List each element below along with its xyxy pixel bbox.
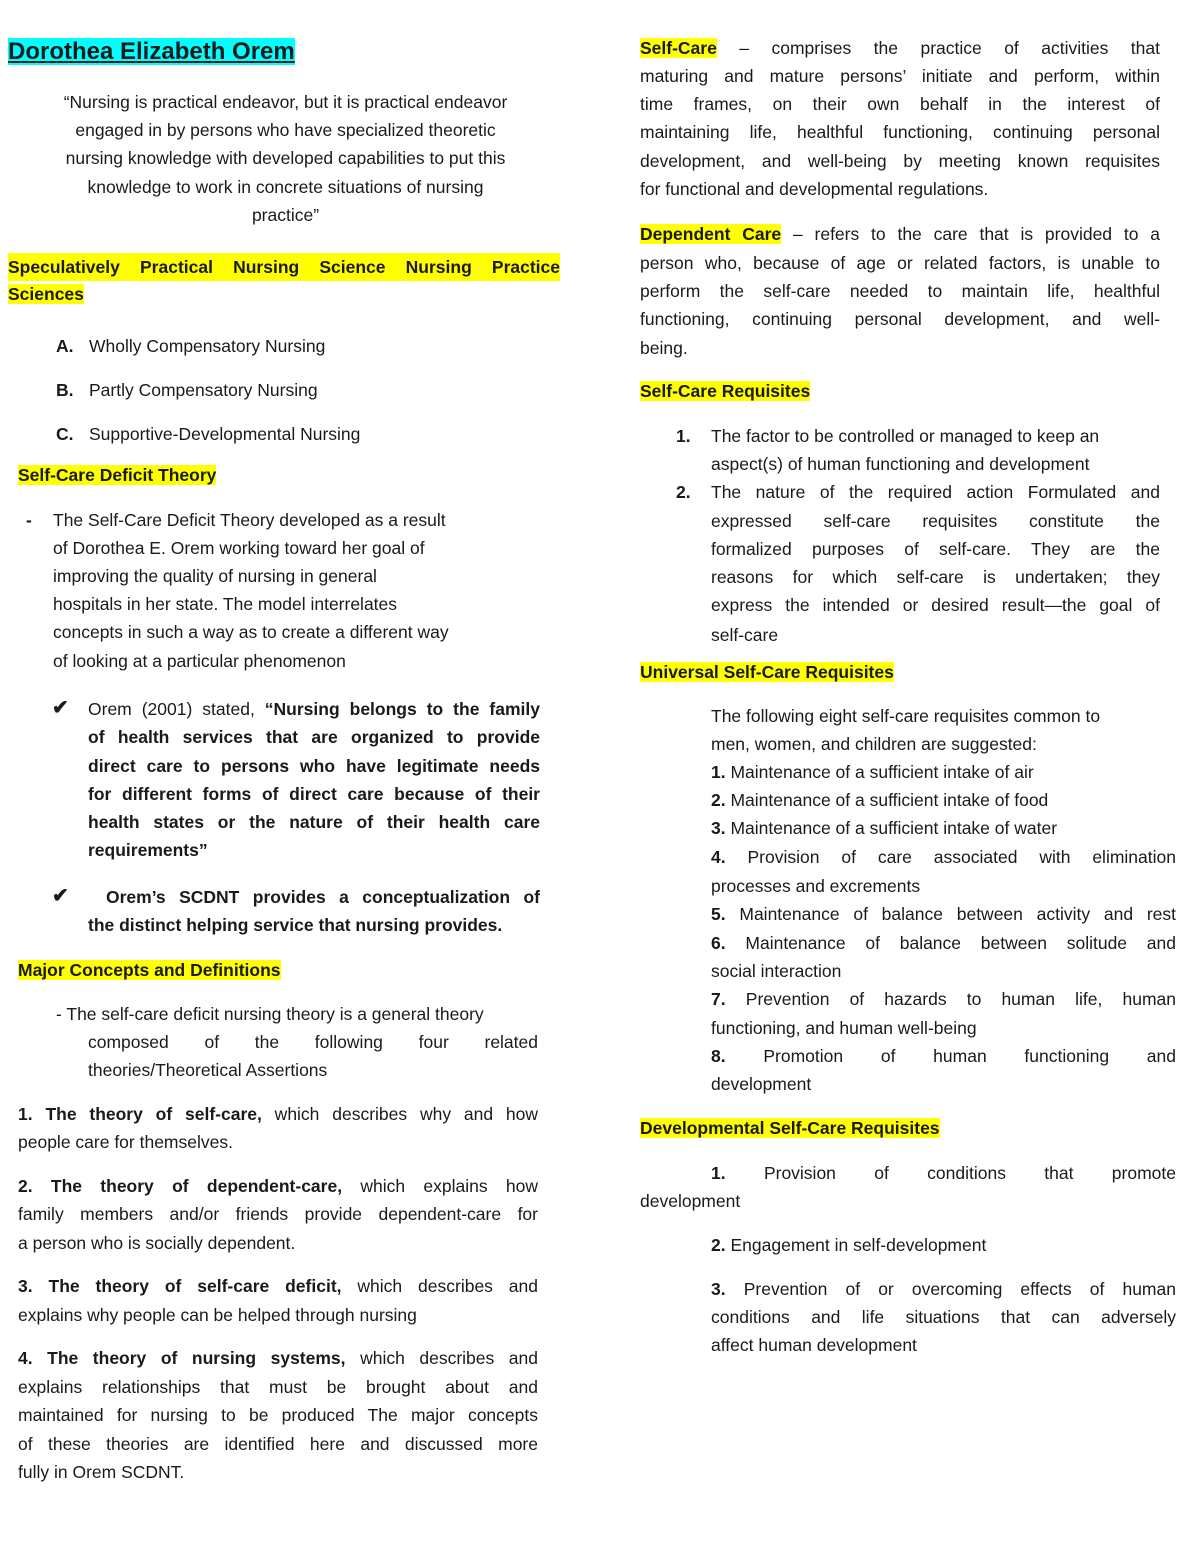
checkmark-icon: ✔: [52, 697, 69, 719]
list-item: [711, 786, 1048, 814]
theory-name: The theory of self-care deficit,: [48, 1276, 342, 1296]
theory-heading-line: [18, 1100, 538, 1128]
paragraph-line: composed of the following four related: [88, 1032, 538, 1052]
list-item: [711, 985, 1176, 1013]
theory-desc: which explains how: [342, 1176, 538, 1196]
dash-bullet: -: [26, 510, 32, 530]
quote-line: nursing knowledge with developed capabilities to put this: [65, 148, 506, 168]
paragraph-line: requirements”: [88, 840, 208, 860]
list-item: [711, 900, 1176, 928]
list-line: The factor to be controlled or managed to keep an: [711, 426, 1100, 446]
list-number: 3.: [711, 1279, 726, 1299]
paragraph-line: of health services that are organized to provide: [88, 727, 540, 747]
list-line: express the intended or desired result—the goal of: [711, 595, 1160, 615]
requisites-heading: [640, 377, 810, 405]
paragraph-line: The following eight self-care requisites common to: [711, 706, 1101, 726]
theory-heading-line: [18, 1272, 538, 1300]
paragraph-line: explains why people can be helped through nursing: [18, 1305, 417, 1325]
paragraph-line: theories/Theoretical Assertions: [88, 1060, 328, 1080]
paragraph-line: a person who is socially dependent.: [18, 1233, 296, 1253]
list-line: self-care: [711, 625, 779, 645]
list-text: Maintenance of balance between activity and rest: [739, 904, 1176, 924]
paragraph-line: men, women, and children are suggested:: [711, 734, 1037, 754]
list-line: reasons for which self-care is undertaken; they: [711, 567, 1160, 587]
list-number: 1.: [711, 762, 726, 782]
list-number: 7.: [711, 989, 726, 1009]
quote-line: engaged in by persons who have specialized theoretic: [75, 120, 496, 140]
theory-number: 1.: [18, 1104, 33, 1124]
requisites-heading-text: Self-Care Requisites: [640, 381, 811, 401]
list-item: [711, 1042, 1176, 1070]
definition-line: being.: [640, 338, 688, 358]
paragraph-line: explains relationships that must be brought about and: [18, 1377, 538, 1397]
list-item: [711, 1275, 1176, 1303]
quote-line: “Nursing is practical endeavor, but it is practical endeavor: [63, 92, 508, 112]
definition-line: person who, because of age or related factors, is unable to: [640, 253, 1160, 273]
universal-heading: [640, 658, 894, 686]
paragraph-line: for different forms of direct care because of their: [88, 784, 540, 804]
theory-number: 2.: [18, 1176, 33, 1196]
list-text: Promotion of human functioning and: [763, 1046, 1176, 1066]
paragraph-line: of Dorothea E. Orem working toward her goal of: [53, 538, 425, 558]
major-concepts-heading: [18, 956, 281, 984]
document-title: [8, 36, 295, 68]
paragraph-line: [88, 695, 540, 723]
theory-number: 3.: [18, 1276, 33, 1296]
speculative-heading-line: [8, 280, 84, 308]
theory-number: 4.: [18, 1348, 33, 1368]
list-line: development: [711, 1074, 812, 1094]
check-quote-text: “Nursing belongs to the family: [264, 699, 540, 719]
list-line: social interaction: [711, 961, 842, 981]
theory-heading-line: [18, 1344, 538, 1372]
list-item: Partly Compensatory Nursing: [89, 380, 318, 400]
list-line: functioning, and human well-being: [711, 1018, 977, 1038]
checkmark-icon: ✔: [52, 885, 69, 907]
universal-heading-text: Universal Self-Care Requisites: [640, 662, 894, 682]
theory-desc: which describes why and how: [261, 1104, 538, 1124]
list-number: 5.: [711, 904, 726, 924]
list-number: 2.: [676, 482, 691, 502]
list-item: Supportive-Developmental Nursing: [89, 424, 361, 444]
quote-line: knowledge to work in concrete situations of nursing: [87, 177, 484, 197]
list-number: 2.: [711, 1235, 726, 1255]
list-item: [711, 1231, 986, 1259]
list-text: Maintenance of balance between solitude and: [745, 933, 1177, 953]
list-line: processes and excrements: [711, 876, 921, 896]
major-concepts-heading-text: Major Concepts and Definitions: [18, 960, 281, 980]
list-line: formalized purposes of self-care. They are the: [711, 539, 1160, 559]
theory-heading-line: [18, 1172, 538, 1200]
definition-line: functioning, continuing personal development, and well-: [640, 309, 1160, 329]
paragraph-line: health states or the nature of their health care: [88, 812, 540, 832]
list-number: 8.: [711, 1046, 726, 1066]
list-text: Prevention of or overcoming effects of human: [743, 1279, 1176, 1299]
paragraph-line: hospitals in her state. The model interrelates: [53, 594, 398, 614]
speculative-heading-text: Sciences: [8, 284, 84, 304]
paragraph-line: Orem’s SCDNT provides a conceptualization of: [106, 887, 540, 907]
paragraph-line: maintained for nursing to be produced The major concepts: [18, 1405, 538, 1425]
list-line: development: [640, 1191, 741, 1211]
developmental-heading-text: Developmental Self-Care Requisites: [640, 1118, 940, 1138]
list-number: 4.: [711, 847, 726, 867]
list-text: Engagement in self-development: [730, 1235, 987, 1255]
paragraph-line: the distinct helping service that nursing provides.: [88, 915, 503, 935]
definition-line: perform the self-care needed to maintain life, healthful: [640, 281, 1160, 301]
list-text: Provision of care associated with elimination: [747, 847, 1176, 867]
definition-term: Dependent Care: [640, 224, 782, 244]
list-item: [711, 814, 1057, 842]
title-text: Dorothea Elizabeth Orem: [8, 38, 295, 65]
list-text: Maintenance of a sufficient intake of air: [730, 762, 1034, 782]
paragraph-line: The Self-Care Deficit Theory developed as a result: [53, 510, 446, 530]
theory-name: The theory of nursing systems,: [47, 1348, 346, 1368]
paragraph-line: - The self-care deficit nursing theory is a general theory: [56, 1004, 484, 1024]
definition-line: development, and well-being by meeting known requisites: [640, 151, 1160, 171]
speculative-heading-line: Speculatively Practical Nursing Science Nursing Practice: [8, 253, 560, 281]
definition-line: [640, 34, 1160, 62]
list-number: 2.: [711, 790, 726, 810]
paragraph-line: improving the quality of nursing in general: [53, 566, 377, 586]
list-item: [711, 1159, 1176, 1187]
quote-line: practice”: [251, 205, 320, 225]
paragraph-line: fully in Orem SCDNT.: [18, 1462, 185, 1482]
list-number: 6.: [711, 933, 726, 953]
paragraph-line: of these theories are identified here and discussed more: [18, 1434, 538, 1454]
list-text: Prevention of hazards to human life, human: [745, 989, 1176, 1009]
list-number: 1.: [711, 1163, 726, 1183]
theory-name: The theory of self-care,: [45, 1104, 262, 1124]
definition-line: maturing and mature persons’ initiate and perform, within: [640, 66, 1160, 86]
list-line: conditions and life situations that can adversely: [711, 1307, 1176, 1327]
check-lead-text: Orem (2001) stated,: [88, 699, 265, 719]
theory-desc: which describes and: [341, 1276, 539, 1296]
paragraph-line: concepts in such a way as to create a different way: [53, 622, 449, 642]
theory-name: The theory of dependent-care,: [50, 1176, 343, 1196]
developmental-heading: [640, 1114, 940, 1142]
list-text: Maintenance of a sufficient intake of water: [730, 818, 1058, 838]
list-marker: C.: [56, 424, 74, 444]
definition-line: [640, 220, 1160, 248]
paragraph-line: people care for themselves.: [18, 1132, 233, 1152]
list-line: affect human development: [711, 1335, 917, 1355]
list-item: [711, 758, 1034, 786]
theory-desc: which describes and: [345, 1348, 538, 1368]
list-text: Provision of conditions that promote: [763, 1163, 1176, 1183]
paragraph-line: family members and/or friends provide dependent-care for: [18, 1204, 538, 1224]
definition-text: – refers to the care that is provided to a: [781, 224, 1160, 244]
list-line: expressed self-care requisites constitute the: [711, 511, 1160, 531]
scdt-heading-text: Self-Care Deficit Theory: [18, 465, 217, 485]
paragraph-line: of looking at a particular phenomenon: [53, 651, 346, 671]
definition-text: – comprises the practice of activities that: [716, 38, 1160, 58]
definition-term: Self-Care: [640, 38, 717, 58]
scdt-heading: [18, 461, 216, 489]
list-item: [711, 929, 1176, 957]
list-line: aspect(s) of human functioning and development: [711, 454, 1090, 474]
list-number: 1.: [676, 426, 691, 446]
list-item: Wholly Compensatory Nursing: [89, 336, 326, 356]
list-line: The nature of the required action Formulated and: [711, 482, 1160, 502]
list-text: Maintenance of a sufficient intake of food: [730, 790, 1049, 810]
definition-line: maintaining life, healthful functioning, continuing personal: [640, 122, 1160, 142]
list-marker: A.: [56, 336, 74, 356]
definition-line: for functional and developmental regulations.: [640, 179, 989, 199]
definition-line: time frames, on their own behalf in the interest of: [640, 94, 1160, 114]
paragraph-line: direct care to persons who have legitimate needs: [88, 756, 540, 776]
list-marker: B.: [56, 380, 74, 400]
list-number: 3.: [711, 818, 726, 838]
list-item: [711, 843, 1176, 871]
